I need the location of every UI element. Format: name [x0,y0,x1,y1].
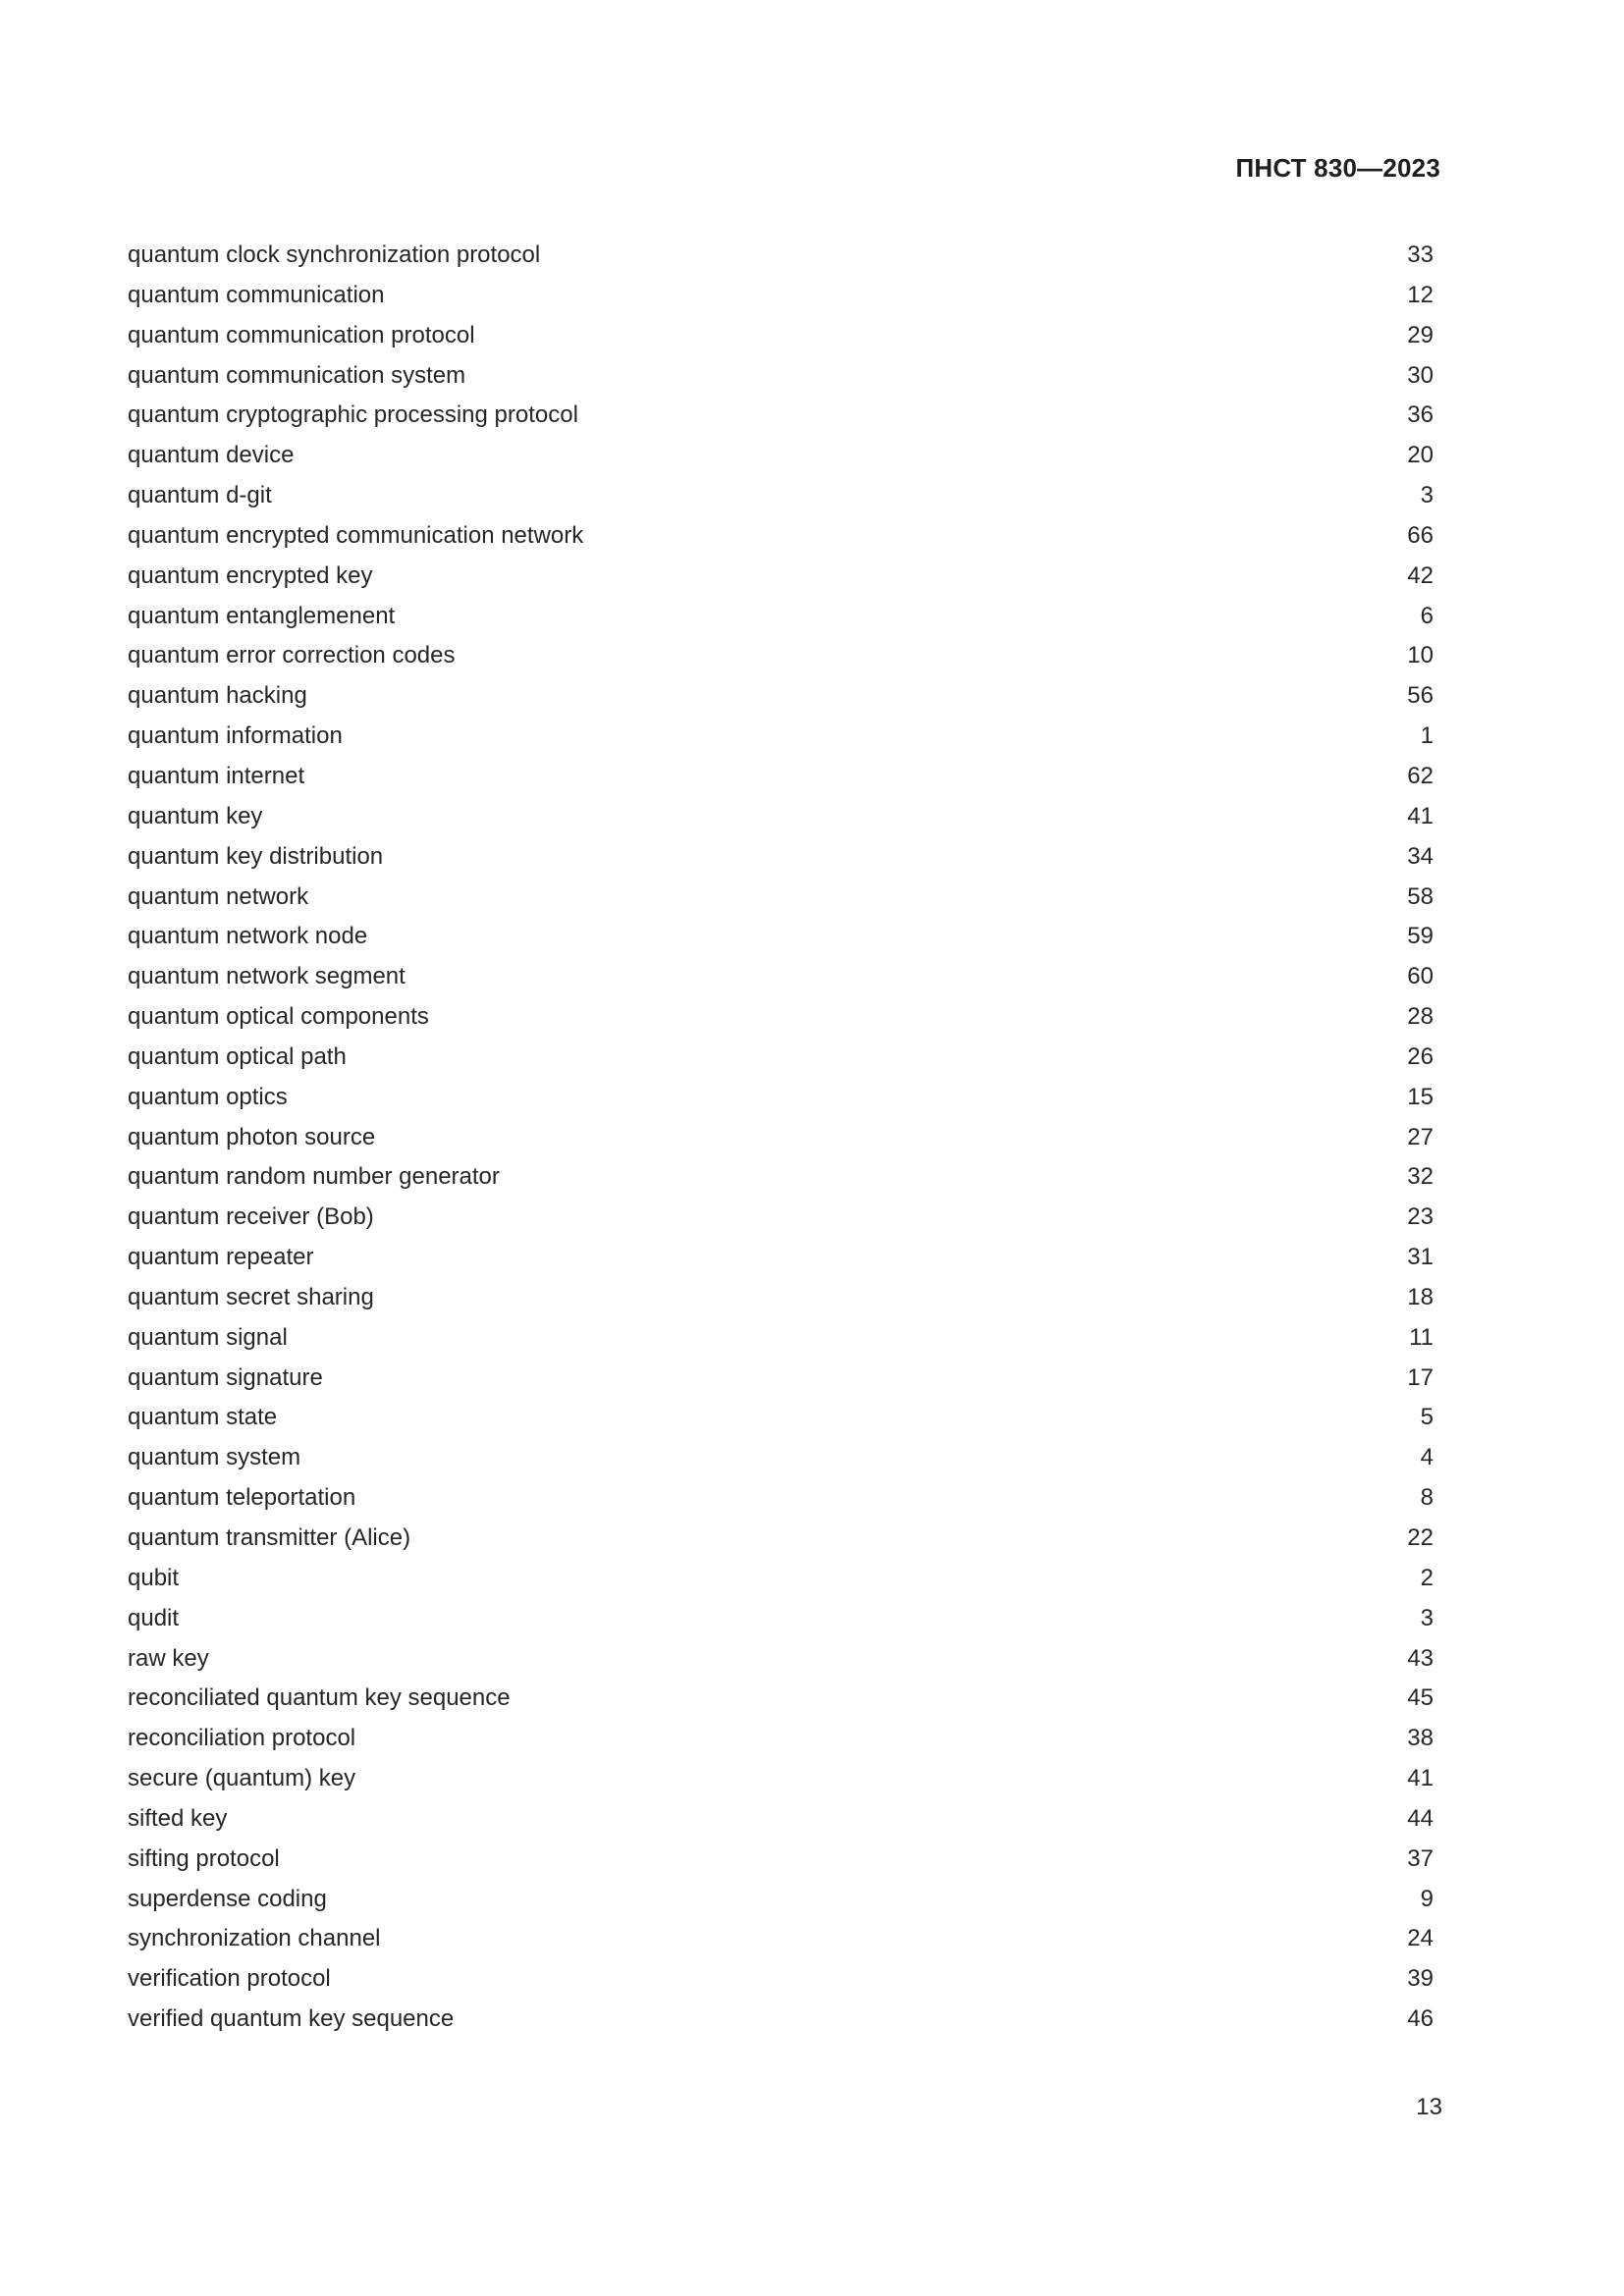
index-term: verified quantum key sequence [128,2005,455,2033]
index-term-number: 9 [1420,1885,1434,1912]
alphabetical-index [128,236,1434,2040]
index-entry [128,1318,1434,1359]
index-entry [128,1238,1434,1278]
index-entry [128,837,1434,878]
index-term-number: 41 [1407,802,1434,829]
index-entry [128,717,1434,757]
index-term: quantum random number generator [128,1163,500,1191]
index-term: quantum photon source [128,1123,376,1150]
index-term: quantum communication protocol [128,321,475,348]
index-entry [128,356,1434,397]
index-term-number: 36 [1407,401,1434,429]
index-term: quantum system [128,1444,301,1471]
index-term-number: 17 [1407,1363,1434,1391]
index-entry [128,316,1434,356]
index-entry [128,797,1434,837]
index-term-number: 41 [1407,1765,1434,1792]
index-entry [128,436,1434,476]
index-entry [128,1438,1434,1478]
index-term-number: 43 [1407,1644,1434,1672]
index-term-number: 3 [1420,482,1434,509]
index-term-number: 10 [1407,642,1434,669]
index-entry [128,636,1434,676]
index-term: quantum state [128,1404,278,1431]
index-term-number: 62 [1407,762,1434,789]
index-term: quantum communication [128,281,385,308]
index-term: quantum clock synchronization protocol [128,241,541,268]
index-term-number: 24 [1407,1925,1434,1952]
index-entry [128,1880,1434,1920]
index-term-number: 28 [1407,1003,1434,1031]
index-entry [128,676,1434,717]
index-term: quantum signature [128,1363,323,1391]
index-entry [128,1759,1434,1799]
index-term-number: 32 [1407,1163,1434,1191]
index-term: quantum internet [128,762,305,789]
index-entry [128,1478,1434,1519]
index-term: quantum optical components [128,1003,429,1031]
index-term: quantum signal [128,1323,288,1351]
index-term-number: 60 [1407,963,1434,990]
index-term-number: 4 [1420,1444,1434,1471]
index-term-number: 42 [1407,561,1434,589]
index-entry [128,1719,1434,1759]
index-term: quantum optics [128,1083,288,1110]
index-term: quantum communication system [128,361,466,389]
index-term-number: 6 [1420,602,1434,629]
index-term-number: 39 [1407,1965,1434,1993]
index-entry [128,757,1434,797]
index-term-number: 56 [1407,682,1434,710]
index-entry [128,1519,1434,1559]
index-term: qubit [128,1564,180,1591]
index-entry [128,2000,1434,2040]
index-term-number: 20 [1407,442,1434,469]
index-entry [128,917,1434,957]
index-term-number: 15 [1407,1083,1434,1110]
index-term: reconciliation protocol [128,1725,356,1752]
index-term-number: 22 [1407,1524,1434,1551]
index-term: quantum network node [128,923,368,950]
index-entry [128,1118,1434,1158]
index-term-number: 30 [1407,361,1434,389]
index-term: verification protocol [128,1965,331,1993]
index-term-number: 38 [1407,1725,1434,1752]
index-entry [128,878,1434,918]
index-term: quantum network [128,882,309,910]
index-term-number: 8 [1420,1484,1434,1512]
index-term-number: 18 [1407,1283,1434,1310]
index-term: quantum teleportation [128,1484,356,1512]
index-term: secure (quantum) key [128,1765,356,1792]
index-term: quantum optical path [128,1042,347,1070]
index-entry [128,957,1434,997]
index-term: quantum device [128,442,295,469]
index-term-number: 34 [1407,842,1434,870]
index-entry [128,1559,1434,1599]
index-entry [128,236,1434,276]
index-entry [128,1359,1434,1399]
index-entry [128,1078,1434,1118]
index-term-number: 23 [1407,1203,1434,1231]
index-entry [128,1639,1434,1680]
index-term: reconciliated quantum key sequence [128,1684,511,1712]
index-term: quantum encrypted key [128,561,373,589]
index-entry [128,1038,1434,1078]
index-term-number: 5 [1420,1404,1434,1431]
index-entry [128,1799,1434,1840]
index-entry [128,276,1434,316]
index-term-number: 37 [1407,1844,1434,1872]
index-entry [128,476,1434,516]
index-term-number: 12 [1407,281,1434,308]
document-code: ПНСТ 830—2023 [1235,153,1440,183]
index-entry [128,1278,1434,1318]
index-term: quantum network segment [128,963,406,990]
index-term: quantum cryptographic processing protocol [128,401,578,429]
index-term-number: 31 [1407,1244,1434,1271]
index-term: quantum encrypted communication network [128,521,584,549]
index-term: quantum transmitter (Alice) [128,1524,411,1551]
index-entry [128,1919,1434,1959]
index-term-number: 11 [1409,1323,1434,1351]
index-term-number: 66 [1407,521,1434,549]
index-term-number: 3 [1420,1604,1434,1631]
index-term-number: 1 [1420,722,1434,750]
index-entry [128,557,1434,597]
index-entry [128,1599,1434,1639]
index-term: quantum hacking [128,682,307,710]
index-term: quantum d-git [128,482,272,509]
index-term-number: 59 [1407,923,1434,950]
index-entry [128,1840,1434,1880]
index-term-number: 44 [1407,1804,1434,1832]
index-term: quantum key distribution [128,842,384,870]
index-term: quantum secret sharing [128,1283,374,1310]
index-term-number: 27 [1407,1123,1434,1150]
index-term: quantum information [128,722,343,750]
index-term: sifting protocol [128,1844,280,1872]
index-entry [128,1198,1434,1238]
index-term: quantum key [128,802,263,829]
index-entry [128,396,1434,436]
index-entry [128,1157,1434,1198]
index-entry [128,1959,1434,2000]
index-term-number: 26 [1407,1042,1434,1070]
index-term: quantum entanglemenent [128,602,396,629]
index-term-number: 58 [1407,882,1434,910]
index-term: qudit [128,1604,180,1631]
index-entry [128,1398,1434,1438]
page-number: 13 [1416,2094,1442,2120]
index-term-number: 2 [1420,1564,1434,1591]
index-term: superdense coding [128,1885,327,1912]
index-term-number: 45 [1407,1684,1434,1712]
index-term: quantum repeater [128,1244,314,1271]
index-entry [128,597,1434,637]
index-term: raw key [128,1644,209,1672]
index-term: sifted key [128,1804,228,1832]
index-entry [128,1679,1434,1719]
index-term: quantum error correction codes [128,642,456,669]
index-entry [128,516,1434,557]
index-term: synchronization channel [128,1925,381,1952]
index-term: quantum receiver (Bob) [128,1203,374,1231]
index-entry [128,997,1434,1038]
index-term-number: 29 [1407,321,1434,348]
index-term-number: 33 [1407,241,1434,268]
index-term-number: 46 [1407,2005,1434,2033]
